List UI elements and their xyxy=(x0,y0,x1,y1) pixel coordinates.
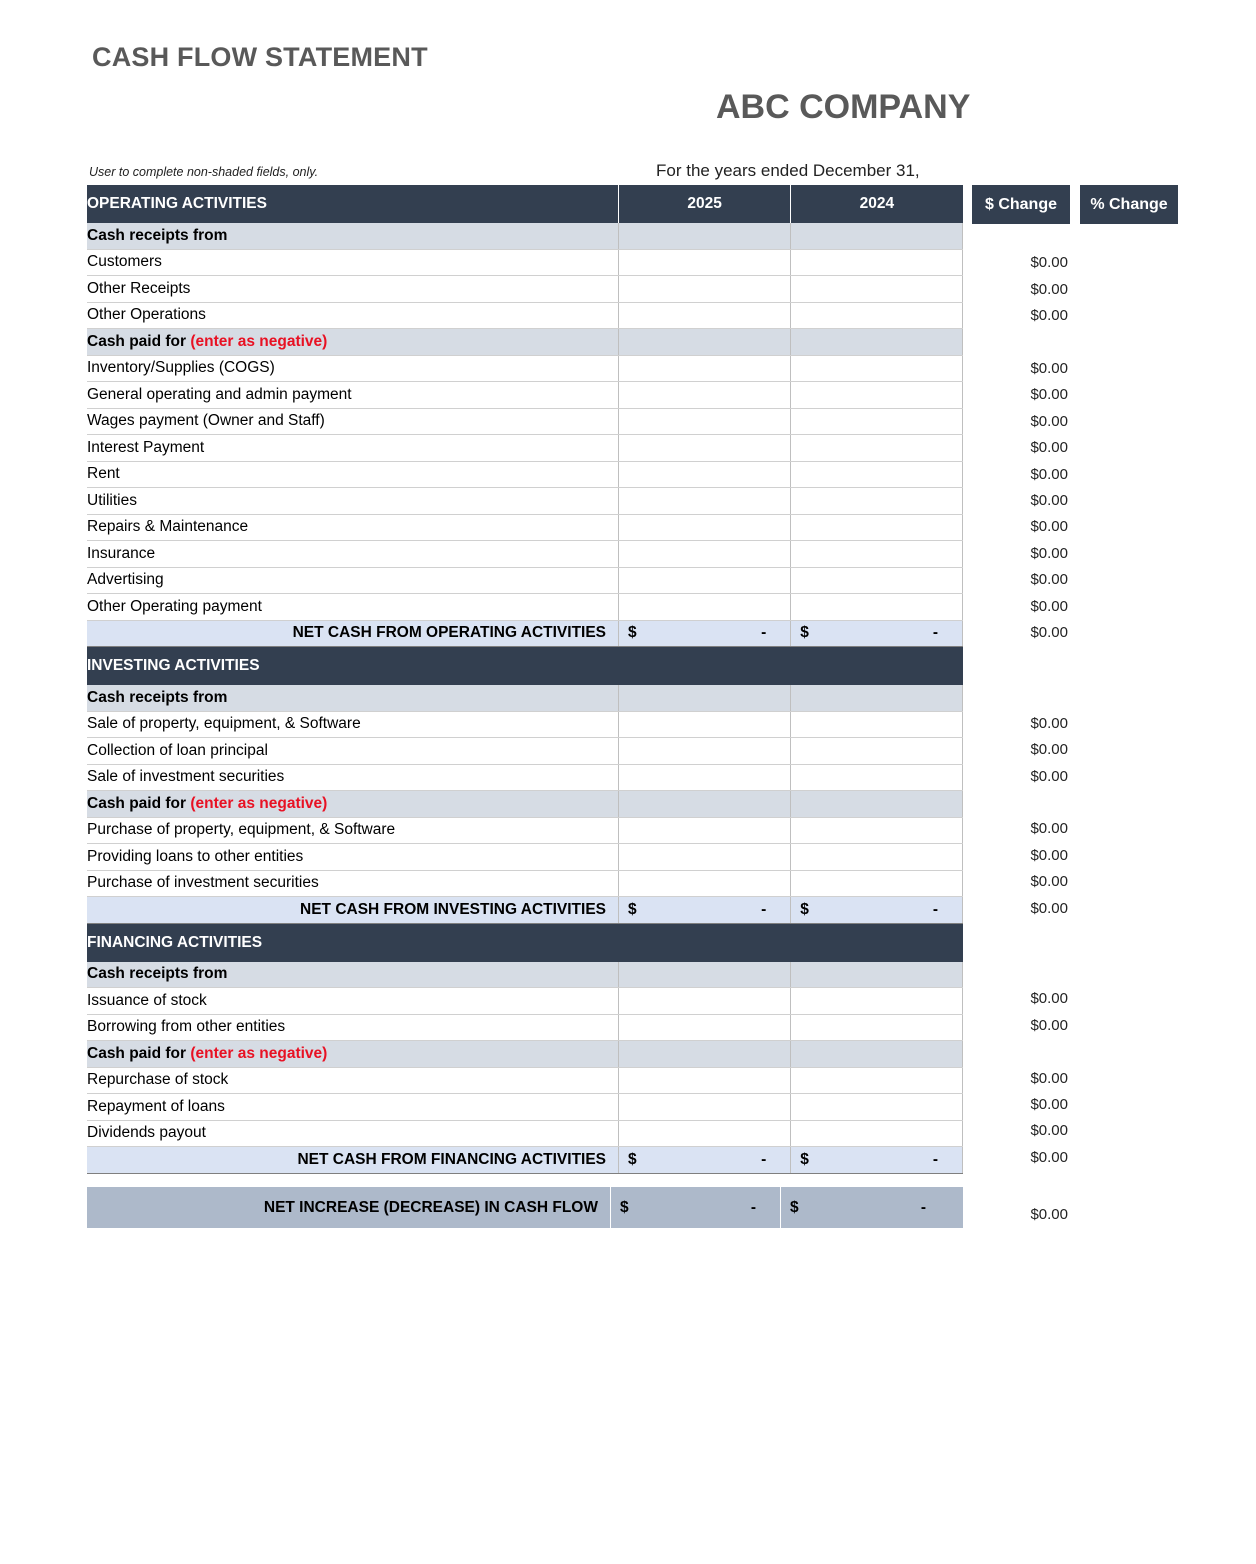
line-item-label: Other Operating payment xyxy=(87,594,619,621)
line-item-label: Other Operations xyxy=(87,302,619,329)
subheader-row xyxy=(87,791,963,818)
input-cell-2025[interactable] xyxy=(619,764,791,791)
dollar-change-value: $0.00 xyxy=(1030,571,1068,589)
currency-sign: $ xyxy=(800,900,809,918)
input-cell-2025[interactable] xyxy=(619,844,791,871)
dash-value: - xyxy=(761,1150,767,1168)
subheader-row xyxy=(87,223,963,249)
money-value xyxy=(619,1151,790,1169)
input-cell-2025[interactable] xyxy=(619,567,791,594)
line-item-row xyxy=(87,276,963,303)
cash-paid-label xyxy=(87,1041,619,1068)
section-total-label: NET CASH FROM FINANCING ACTIVITIES xyxy=(87,1147,619,1174)
input-cell-2025[interactable] xyxy=(619,817,791,844)
dollar-change-value: $0.00 xyxy=(1030,714,1068,732)
dollar-change-value: $0.00 xyxy=(1030,439,1068,457)
input-cell-2024[interactable] xyxy=(791,738,963,765)
input-cell-2025[interactable] xyxy=(619,461,791,488)
line-item-row xyxy=(87,408,963,435)
input-cell-2024[interactable] xyxy=(791,541,963,568)
input-cell-2024[interactable] xyxy=(791,1094,963,1121)
line-item-row xyxy=(87,461,963,488)
subheader-row xyxy=(87,685,963,711)
line-item-label: Inventory/Supplies (COGS) xyxy=(87,355,619,382)
currency-sign: $ xyxy=(800,624,809,642)
section-total-label: NET CASH FROM INVESTING ACTIVITIES xyxy=(87,897,619,924)
input-cell-2024[interactable] xyxy=(791,1120,963,1147)
input-cell-2025[interactable] xyxy=(619,1094,791,1121)
input-cell-2024[interactable] xyxy=(791,488,963,515)
negative-note: (enter as negative) xyxy=(190,332,328,350)
input-cell-2024[interactable] xyxy=(791,382,963,409)
cash-flow-table xyxy=(87,185,963,1174)
input-cell-2025[interactable] xyxy=(619,355,791,382)
input-cell-2025[interactable] xyxy=(619,870,791,897)
input-cell-2025[interactable] xyxy=(619,541,791,568)
input-cell-2025[interactable] xyxy=(619,711,791,738)
input-cell-2024[interactable] xyxy=(791,988,963,1015)
column-header-2025: 2025 xyxy=(619,185,791,223)
input-cell-2024[interactable] xyxy=(791,844,963,871)
dollar-change-value: $0.00 xyxy=(1030,597,1068,615)
line-item-label: Repayment of loans xyxy=(87,1094,619,1121)
negative-note: (enter as negative) xyxy=(190,794,328,812)
line-item-label: Repurchase of stock xyxy=(87,1067,619,1094)
dollar-change-value: $0.00 xyxy=(1030,624,1068,641)
subheader-row xyxy=(87,962,963,988)
money-value xyxy=(619,901,790,919)
input-cell-2025[interactable] xyxy=(619,514,791,541)
grand-total-2024: $ - xyxy=(780,1187,950,1228)
dash-value: - xyxy=(932,624,938,642)
line-item-label: Sale of property, equipment, & Software xyxy=(87,711,619,738)
section-total-label: NET CASH FROM OPERATING ACTIVITIES xyxy=(87,620,619,647)
total-2025 xyxy=(619,620,791,647)
subheader-text: Cash receipts from xyxy=(87,965,228,983)
dollar-change-value: $0.00 xyxy=(1030,412,1068,430)
line-item-row xyxy=(87,302,963,329)
section-header-financing: FINANCING ACTIVITIES xyxy=(87,923,963,962)
cash-receipts-label xyxy=(87,685,619,711)
line-item-row xyxy=(87,738,963,765)
line-item-label: Borrowing from other entities xyxy=(87,1014,619,1041)
money-value xyxy=(791,1151,962,1169)
input-cell-2025[interactable] xyxy=(619,302,791,329)
currency-sign: $ xyxy=(628,900,637,918)
dollar-change-value: $0.00 xyxy=(1030,990,1068,1008)
subheader-text: Cash paid for xyxy=(87,1044,187,1062)
input-cell-2024[interactable] xyxy=(791,435,963,462)
dollar-change-value: $0.00 xyxy=(1030,899,1068,917)
line-item-row xyxy=(87,1094,963,1121)
dollar-change-value: $0.00 xyxy=(1030,767,1068,785)
dollar-change-value: $0.00 xyxy=(1030,307,1068,325)
dollar-change-value: $0.00 xyxy=(1030,820,1068,838)
statement-title: CASH FLOW STATEMENT xyxy=(92,42,428,72)
dollar-change-value: $0.00 xyxy=(1030,465,1068,483)
input-cell-2024[interactable] xyxy=(791,711,963,738)
line-item-row xyxy=(87,435,963,462)
line-item-label: Other Receipts xyxy=(87,276,619,303)
input-cell-2024[interactable] xyxy=(791,567,963,594)
dollar-change-value: $0.00 xyxy=(1030,386,1068,404)
input-cell-2025[interactable] xyxy=(619,738,791,765)
section-total-row xyxy=(87,1147,963,1174)
shaded-cell xyxy=(791,791,963,818)
grand-total-label: NET INCREASE (DECREASE) IN CASH FLOW xyxy=(263,1198,598,1216)
input-cell-2025[interactable] xyxy=(619,488,791,515)
column-header-row xyxy=(87,185,963,223)
dollar-change-value: $0.00 xyxy=(1030,741,1068,759)
line-item-row xyxy=(87,1014,963,1041)
line-item-label: Advertising xyxy=(87,567,619,594)
input-cell-2025[interactable] xyxy=(619,435,791,462)
line-item-label: Collection of loan principal xyxy=(87,738,619,765)
line-item-label: Purchase of property, equipment, & Software xyxy=(87,817,619,844)
column-header-2024: 2024 xyxy=(791,185,963,223)
line-item-label: Issuance of stock xyxy=(87,988,619,1015)
subheader-text: Cash paid for xyxy=(87,332,187,350)
grand-dollar-change-value: $0.00 xyxy=(1030,1206,1068,1223)
percent-change-header: % Change xyxy=(1080,185,1178,224)
dollar-change-value: $0.00 xyxy=(1030,360,1068,377)
line-item-row xyxy=(87,249,963,276)
line-item-row xyxy=(87,594,963,621)
cash-paid-label xyxy=(87,329,619,356)
period-label: For the years ended December 31, xyxy=(656,161,920,180)
currency-sign: $ xyxy=(800,1150,809,1168)
line-item-label: Utilities xyxy=(87,488,619,515)
line-item-row xyxy=(87,817,963,844)
total-2025 xyxy=(619,897,791,924)
input-cell-2025[interactable] xyxy=(619,1120,791,1147)
section-total-row xyxy=(87,620,963,647)
input-cell-2025[interactable] xyxy=(619,249,791,276)
line-item-row xyxy=(87,988,963,1015)
shaded-cell xyxy=(619,791,791,818)
grand-total-2025: $ - xyxy=(610,1187,780,1228)
instruction-note: User to complete non-shaded fields, only. xyxy=(89,165,319,179)
money-value xyxy=(619,624,790,642)
input-cell-2024[interactable] xyxy=(791,461,963,488)
line-item-label: Dividends payout xyxy=(87,1120,619,1147)
money-value xyxy=(791,901,962,919)
dollar-change-value: $0.00 xyxy=(1030,1122,1068,1140)
line-item-row xyxy=(87,844,963,871)
line-item-label: Repairs & Maintenance xyxy=(87,514,619,541)
dollar-change-value: $0.00 xyxy=(1030,846,1068,864)
input-cell-2024[interactable] xyxy=(791,764,963,791)
input-cell-2024[interactable] xyxy=(791,408,963,435)
dollar-change-value: $0.00 xyxy=(1030,1016,1068,1034)
line-item-label: Purchase of investment securities xyxy=(87,870,619,897)
dollar-change-value: $0.00 xyxy=(1030,254,1068,272)
total-2024 xyxy=(791,897,963,924)
input-cell-2025[interactable] xyxy=(619,408,791,435)
input-cell-2025[interactable] xyxy=(619,594,791,621)
shaded-cell xyxy=(791,329,963,356)
cash-paid-label xyxy=(87,791,619,818)
dollar-change-value: $0.00 xyxy=(1030,1096,1068,1113)
dash-value: - xyxy=(932,1150,938,1168)
section-header-row xyxy=(87,647,963,686)
line-item-label: Insurance xyxy=(87,541,619,568)
input-cell-2024[interactable] xyxy=(791,276,963,303)
dollar-change-value: $0.00 xyxy=(1030,544,1068,562)
line-item-row xyxy=(87,355,963,382)
input-cell-2024[interactable] xyxy=(791,302,963,329)
currency-sign: $ xyxy=(628,624,637,642)
subheader-row xyxy=(87,329,963,356)
line-item-row xyxy=(87,488,963,515)
shaded-cell xyxy=(791,962,963,988)
line-item-row xyxy=(87,1120,963,1147)
line-item-label: Wages payment (Owner and Staff) xyxy=(87,408,619,435)
shaded-cell xyxy=(619,962,791,988)
total-2025 xyxy=(619,1147,791,1174)
input-cell-2024[interactable] xyxy=(791,1014,963,1041)
subheader-text: Cash paid for xyxy=(87,794,187,812)
input-cell-2025[interactable] xyxy=(619,1067,791,1094)
line-item-label: Providing loans to other entities xyxy=(87,844,619,871)
subheader-text: Cash receipts from xyxy=(87,688,228,706)
dollar-change-value: $0.00 xyxy=(1030,492,1068,509)
section-total-row xyxy=(87,897,963,924)
line-item-label: General operating and admin payment xyxy=(87,382,619,409)
negative-note: (enter as negative) xyxy=(190,1044,328,1062)
input-cell-2025[interactable] xyxy=(619,1014,791,1041)
input-cell-2025[interactable] xyxy=(619,382,791,409)
company-name[interactable]: ABC COMPANY xyxy=(716,88,971,126)
shaded-cell xyxy=(619,1041,791,1068)
subheader-text: Cash receipts from xyxy=(87,226,228,244)
line-item-row xyxy=(87,382,963,409)
line-item-label: Rent xyxy=(87,461,619,488)
line-item-row xyxy=(87,1067,963,1094)
currency-sign: $ xyxy=(628,1150,637,1168)
input-cell-2025[interactable] xyxy=(619,276,791,303)
total-2024 xyxy=(791,1147,963,1174)
grand-total-row xyxy=(87,1187,963,1228)
subheader-row xyxy=(87,1041,963,1068)
input-cell-2024[interactable] xyxy=(791,594,963,621)
shaded-cell xyxy=(791,1041,963,1068)
shaded-cell xyxy=(619,685,791,711)
section-header-row xyxy=(87,923,963,962)
input-cell-2024[interactable] xyxy=(791,817,963,844)
section-header-investing: INVESTING ACTIVITIES xyxy=(87,647,963,686)
line-item-label: Sale of investment securities xyxy=(87,764,619,791)
dollar-change-value: $0.00 xyxy=(1030,873,1068,891)
line-item-label: Customers xyxy=(87,249,619,276)
cash-receipts-label xyxy=(87,223,619,249)
input-cell-2024[interactable] xyxy=(791,870,963,897)
line-item-row xyxy=(87,711,963,738)
dollar-change-value: $0.00 xyxy=(1030,1148,1068,1166)
input-cell-2024[interactable] xyxy=(791,249,963,276)
dash-value: - xyxy=(932,900,938,918)
shaded-cell xyxy=(791,685,963,711)
line-item-row xyxy=(87,870,963,897)
input-cell-2024[interactable] xyxy=(791,514,963,541)
dollar-change-value: $0.00 xyxy=(1030,1069,1068,1087)
dollar-change-value: $0.00 xyxy=(1030,280,1068,298)
shaded-cell xyxy=(619,329,791,356)
dash-value: - xyxy=(761,900,767,918)
dash-value: - xyxy=(761,624,767,642)
input-cell-2024[interactable] xyxy=(791,1067,963,1094)
section-header-operating: OPERATING ACTIVITIES xyxy=(87,185,619,223)
input-cell-2025[interactable] xyxy=(619,988,791,1015)
cash-receipts-label xyxy=(87,962,619,988)
line-item-row xyxy=(87,541,963,568)
line-item-row xyxy=(87,514,963,541)
line-item-row xyxy=(87,567,963,594)
line-item-label: Interest Payment xyxy=(87,435,619,462)
shaded-cell xyxy=(619,223,791,249)
line-item-row xyxy=(87,764,963,791)
dollar-change-value: $0.00 xyxy=(1030,518,1068,536)
money-value xyxy=(791,624,962,642)
total-2024 xyxy=(791,620,963,647)
dollar-change-header: $ Change xyxy=(972,185,1070,224)
shaded-cell xyxy=(791,223,963,249)
input-cell-2024[interactable] xyxy=(791,355,963,382)
